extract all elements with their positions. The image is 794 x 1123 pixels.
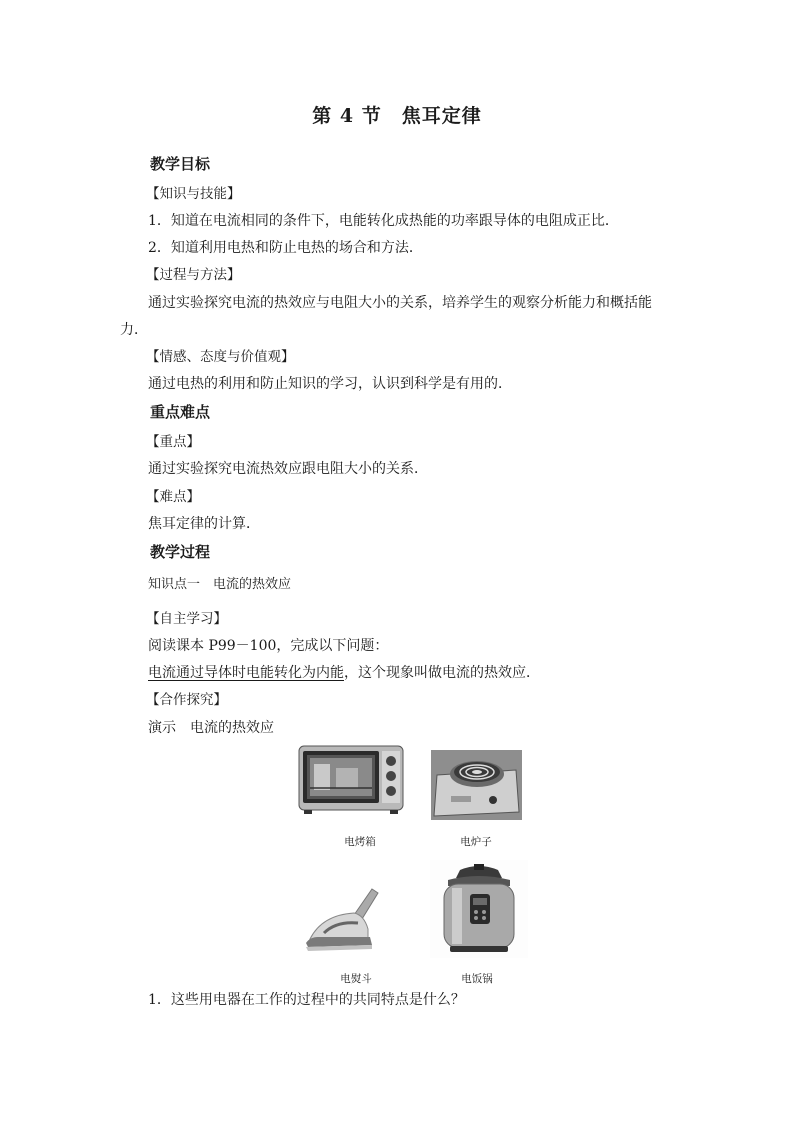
cooker-caption: 电饭锅 [461, 973, 493, 985]
key-difficult-heading: 重点难点 [150, 403, 211, 421]
teaching-process-heading: 教学过程 [150, 543, 211, 561]
process-method-text: 通过实验探究电流的热效应与电阻大小的关系，培养学生的观察分析能力和概括能 [148, 295, 652, 311]
difficult-point-text: 焦耳定律的计算． [148, 516, 260, 532]
stove-caption: 电炉子 [460, 836, 492, 848]
cooperative-label: 【合作探究】 [146, 692, 227, 708]
knowledge-point-1: 知识点一 电流的热效应 [148, 577, 292, 592]
demo-title: 演示 电流的热效应 [148, 720, 274, 736]
electric-stove-image [431, 750, 522, 820]
knowledge-skills-label: 【知识与技能】 [146, 186, 241, 202]
knowledge-item-1: 1．知道在电流相同的条件下，电能转化成热能的功率跟导体的电阻成正比． [148, 213, 619, 229]
electric-oven-image [298, 744, 404, 815]
answer-line [148, 664, 540, 682]
self-study-text: 阅读课本 P99－100，完成以下问题： [148, 638, 389, 654]
teaching-goals-heading: 教学目标 [150, 155, 211, 173]
rice-cooker-image [430, 860, 528, 958]
emotion-values-label: 【情感、态度与价值观】 [146, 349, 295, 365]
answer-underlined: 电流通过导体时电能转化为内能 [148, 665, 344, 681]
process-method-label: 【过程与方法】 [146, 267, 241, 283]
key-point-text: 通过实验探究电流热效应跟电阻大小的关系． [148, 461, 428, 477]
emotion-values-text: 通过电热的利用和防止知识的学习，认识到科学是有用的． [148, 376, 512, 392]
key-point-label: 【重点】 [146, 434, 200, 450]
question-1: 1．这些用电器在工作的过程中的共同特点是什么？ [148, 992, 465, 1008]
process-method-text-cont: 力． [120, 322, 148, 338]
page-title: 第 4 节 焦耳定律 [312, 105, 482, 127]
electric-iron-image [302, 885, 380, 953]
answer-rest: ，这个现象叫做电流的热效应． [344, 665, 540, 681]
self-study-label: 【自主学习】 [146, 611, 227, 627]
difficult-point-label: 【难点】 [146, 489, 200, 505]
iron-caption: 电熨斗 [340, 973, 372, 985]
knowledge-item-2: 2．知道利用电热和防止电热的场合和方法． [148, 240, 423, 256]
oven-caption: 电烤箱 [344, 836, 376, 848]
